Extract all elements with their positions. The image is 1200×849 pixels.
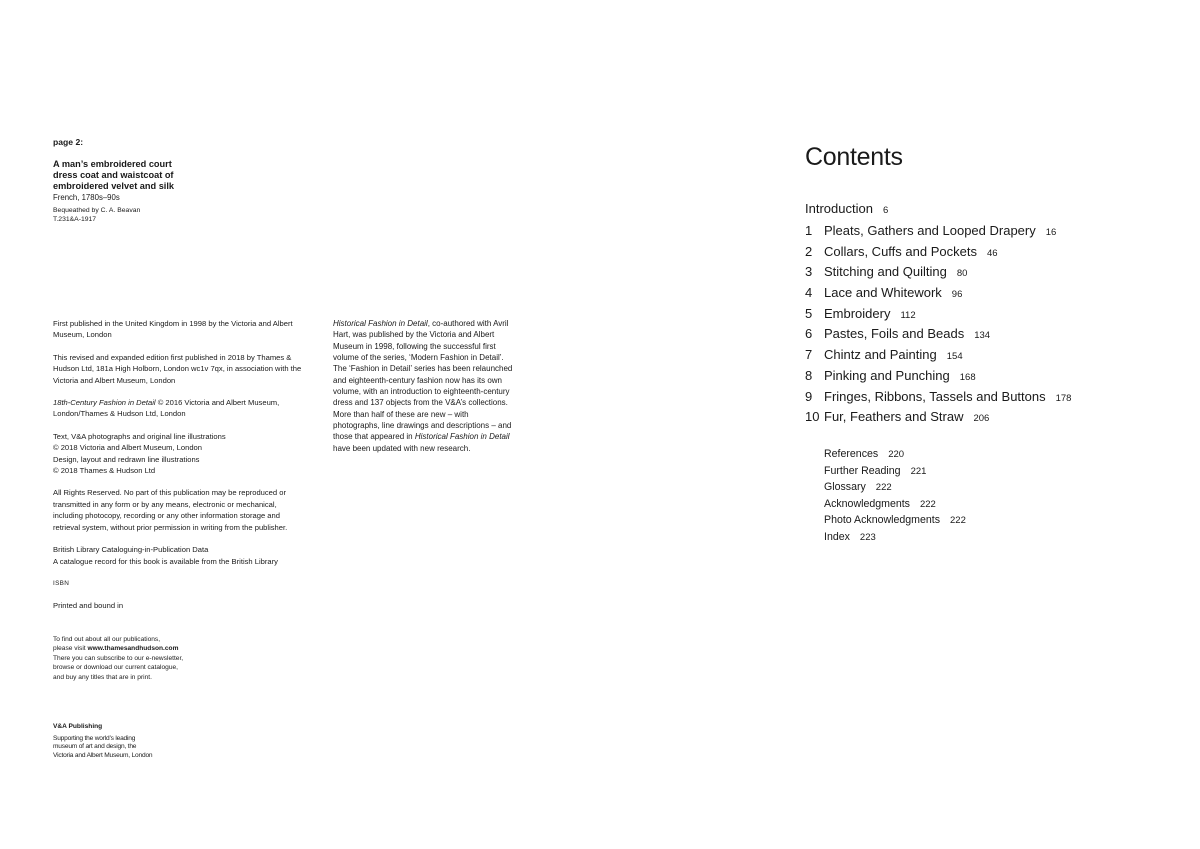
toc-chapter-page: 112	[900, 309, 916, 321]
toc-back-title: Acknowledgments	[824, 497, 910, 510]
toc-chapter-10[interactable]	[805, 408, 1071, 429]
toc-chapter-title: Pinking and Punching	[824, 367, 950, 383]
toc-chapter-title: Stitching and Quilting	[824, 264, 947, 280]
toc-back-matter-item[interactable]	[824, 464, 966, 481]
toc-back-title: Glossary	[824, 481, 866, 494]
toc-chapter-number: 10	[805, 409, 820, 425]
toc-chapter-title: Lace and Whitework	[824, 285, 942, 301]
toc-back-title: Index	[824, 530, 850, 543]
cip-block	[53, 544, 303, 567]
toc-chapter-page: 46	[986, 247, 998, 259]
toc-chapter-5[interactable]	[805, 305, 1071, 326]
caption-accession: T.231&A-1917	[53, 216, 97, 223]
history-text: , co-authored with Avril Hart, was published by the Victoria and Albert Museum in 1998, following the successful first volume of the series, ‘Modern Fashion in Detail’. The ‘Fashion in Detail’ series has been relaunched and eighteenth-century fashion now has its own volume, with an introduction to eighteenth-century dress and 137 objects from the V&A’s collections. More than half of these are new – with photographs, line drawings and descriptions – and those that appeared in	[333, 319, 513, 442]
cip-text: A catalogue record for this book is available from the British Library	[53, 556, 278, 566]
toc-back-matter	[824, 447, 966, 547]
companion-rest: © 2016 Victoria and Albert Museum, London/Thames & Hudson Ltd, London	[53, 398, 280, 419]
toc-back-page: 222	[950, 515, 966, 527]
toc-chapter-list	[805, 222, 1071, 429]
toc-chapter-page: 80	[956, 268, 968, 280]
toc-chapter-number: 9	[805, 388, 813, 404]
toc-chapter-2[interactable]	[805, 243, 1071, 264]
rights-statement: All Rights Reserved. No part of this publication may be reproduced or transmitted in any form or by any means, electronic or mechanical, including photocopy, recording or any other information storage and retrieval system, without prior permission in writing from the publisher.	[53, 488, 288, 532]
toc-chapter-page: 206	[973, 413, 990, 425]
toc-chapter-page: 178	[1055, 392, 1072, 404]
website-notice	[53, 635, 203, 682]
toc-chapter-page: 134	[974, 330, 991, 342]
copyright-line: Text, V&A photographs and original line illustrations	[53, 431, 226, 441]
toc-back-page: 222	[875, 482, 892, 494]
toc-back-title: Photo Acknowledgments	[824, 514, 941, 527]
companion-copyright	[53, 397, 303, 420]
toc-chapter-number: 7	[805, 347, 813, 363]
companion-title: 18th-Century Fashion in Detail	[53, 398, 156, 408]
copyright-line: Design, layout and redrawn line illustrations	[53, 454, 200, 464]
copyright-line: © 2018 Victoria and Albert Museum, London	[53, 443, 202, 453]
series-history	[333, 318, 513, 454]
history-text: have been updated with new research.	[333, 443, 471, 453]
publisher-name: V&A Publishing	[53, 723, 103, 730]
toc-chapter-number: 2	[805, 243, 813, 259]
toc-chapter-number: 1	[805, 223, 813, 238]
toc-chapter-title: Chintz and Painting	[824, 347, 937, 363]
caption-origin: French, 1780s–90s	[53, 193, 120, 202]
toc-chapter-page: 16	[1045, 227, 1057, 238]
history-title: Historical Fashion in Detail	[414, 432, 510, 442]
caption-bequest: Bequeathed by C. A. Beavan	[53, 207, 141, 214]
copyright-block	[53, 431, 303, 477]
web-line	[53, 644, 203, 653]
toc-chapter-6[interactable]	[805, 325, 1071, 346]
toc-chapter-title: Fringes, Ribbons, Tassels and Buttons	[824, 388, 1046, 404]
toc-chapter-title: Pastes, Foils and Beads	[824, 326, 965, 342]
toc-chapter-title: Embroidery	[824, 305, 891, 321]
toc-chapter-7[interactable]	[805, 346, 1071, 367]
toc-back-title: References	[824, 448, 879, 460]
toc-chapter-page: 96	[951, 289, 963, 301]
toc-chapter-8[interactable]	[805, 367, 1071, 388]
contents-title: Contents	[805, 143, 903, 171]
revised-edition: This revised and expanded edition first published in 2018 by Thames & Hudson Ltd, 181a High Holborn, London wc1v 7qx, in association with the Victoria and Albert Museum, London	[53, 352, 302, 385]
printed-label: Printed and bound in	[53, 601, 124, 611]
toc-back-matter-item[interactable]	[824, 530, 966, 547]
caption-title: A man’s embroidered court dress coat and waistcoat of embroidered velvet and silk	[53, 159, 175, 191]
copyright-line: © 2018 Thames & Hudson Ltd	[53, 466, 156, 476]
cip-heading: British Library Cataloguing-in-Publication Data	[53, 545, 209, 555]
toc-back-page: 220	[888, 449, 905, 460]
web-line: There you can subscribe to our e-newsletter,	[53, 654, 184, 662]
toc-chapter-title: Fur, Feathers and Straw	[824, 409, 964, 425]
imprint-column	[53, 318, 303, 623]
toc-chapter-number: 5	[805, 305, 813, 321]
toc-chapter-number: 3	[805, 264, 813, 280]
toc-back-title: Further Reading	[824, 464, 901, 477]
web-line: To find out about all our publications,	[53, 636, 161, 643]
toc-chapter-title: Pleats, Gathers and Looped Drapery	[824, 223, 1036, 238]
toc-back-matter-item[interactable]	[824, 480, 966, 497]
toc-intro-page: 6	[882, 205, 889, 216]
toc-chapter-number: 8	[805, 367, 813, 383]
web-line: and buy any titles that are in print.	[53, 673, 152, 681]
toc-chapter-1[interactable]	[805, 222, 1071, 243]
toc-back-page: 221	[910, 465, 927, 477]
first-published: First published in the United Kingdom in 1998 by the Victoria and Albert Museum, London	[53, 319, 293, 340]
toc-chapter-page: 168	[959, 371, 976, 383]
toc-back-matter-item[interactable]	[824, 447, 966, 464]
toc-introduction[interactable]	[805, 201, 888, 216]
toc-back-page: 223	[859, 531, 876, 543]
caption-page-label: page 2:	[53, 137, 84, 147]
toc-intro-label: Introduction	[805, 201, 873, 216]
toc-back-matter-item[interactable]	[824, 513, 966, 530]
toc-chapter-3[interactable]	[805, 263, 1071, 284]
toc-back-page: 222	[919, 498, 936, 510]
isbn-label: ISBN	[53, 579, 70, 587]
website-link[interactable]: www.thamesandhudson.com	[87, 645, 179, 653]
history-title: Historical Fashion in Detail	[333, 319, 428, 328]
publisher-tagline: Supporting the world’s leading museum of art and design, the Victoria and Albert Museum, London	[53, 734, 153, 759]
frontispiece-caption	[53, 137, 193, 224]
toc-chapter-page: 154	[946, 351, 963, 363]
toc-chapter-title: Collars, Cuffs and Pockets	[824, 243, 977, 259]
toc-chapter-4[interactable]	[805, 284, 1071, 305]
web-prefix: please visit	[53, 645, 88, 653]
toc-chapter-number: 6	[805, 326, 813, 342]
toc-chapter-number: 4	[805, 285, 813, 301]
toc-chapter-9[interactable]	[805, 388, 1071, 409]
toc-back-matter-item[interactable]	[824, 497, 966, 514]
publisher-block	[53, 723, 153, 760]
web-line: browse or download our current catalogue,	[53, 664, 178, 672]
